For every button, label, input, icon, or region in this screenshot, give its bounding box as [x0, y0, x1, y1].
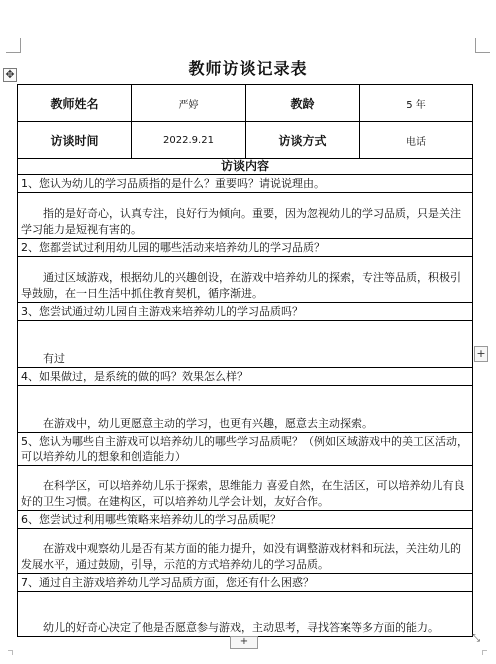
question-2[interactable]: 2、您都尝试过利用幼儿园的哪些活动来培养幼儿的学习品质？ — [18, 239, 472, 257]
teaching-years-value[interactable]: 5 年 — [406, 99, 426, 111]
answer-2-text: 通过区域游戏，根据幼儿的兴趣创设，在游戏中培养幼儿的探索，专注等品质，积极引导鼓励，在一日生活中抓住教育契机，循序渐进。 — [21, 271, 461, 300]
table-resize-handle-icon[interactable]: ⤡ — [472, 633, 480, 644]
qa-item-6 — [18, 511, 472, 574]
answer-7-text: 幼儿的好奇心决定了他是否愿意参与游戏，主动思考，寻找答案等多方面的能力。 — [43, 621, 439, 634]
question-4[interactable]: 4、如果做过，是系统的做的吗？效果怎么样？ — [18, 368, 472, 386]
teaching-years-label: 教龄 — [246, 85, 360, 121]
document-title: 教师访谈记录表 — [188, 59, 308, 78]
page-corner-mark-bottom-left — [8, 650, 13, 655]
qa-item-2 — [18, 239, 472, 303]
answer-2[interactable] — [18, 257, 472, 302]
qa-item-5 — [18, 433, 472, 511]
add-column-plus-icon[interactable]: + — [474, 346, 488, 362]
question-5[interactable]: 5、您认为哪些自主游戏可以培养幼儿的哪些学习品质呢？（例如区域游戏中的美工区活动，可以培养幼儿的想象和创造能力） — [18, 433, 472, 466]
qa-item-4 — [18, 368, 472, 433]
page-corner-mark-top-left — [6, 38, 21, 53]
page-corner-mark-bottom-right — [482, 650, 487, 655]
answer-5-text: 在科学区，可以培养幼儿乐于探索，思维能力 喜爱自然，在生活区，可以培养幼儿有良好的卫生习惯。在建构区，可以培养幼儿学会计划，友好合作。 — [21, 479, 465, 508]
answer-1-text: 指的是好奇心，认真专注，良好行为倾向。重要，因为忽视幼儿的学习品质，只是关注学习能力是短视有害的。 — [21, 207, 461, 236]
info-row-1 — [18, 85, 472, 122]
answer-7[interactable] — [18, 592, 472, 636]
page-corner-mark-top-right — [475, 38, 490, 53]
interview-time-value[interactable]: 2022.9.21 — [132, 122, 246, 158]
answer-6-text: 在游戏中观察幼儿是否有某方面的能力提升，如没有调整游戏材料和玩法，关注幼儿的发展水平，通过鼓励，引导，示范的方式培养幼儿的学习品质。 — [21, 542, 461, 571]
add-row-plus-icon[interactable]: + — [230, 636, 258, 649]
question-3[interactable]: 3、您尝试通过幼儿园自主游戏来培养幼儿的学习品质吗？ — [18, 303, 472, 321]
teacher-name-label: 教师姓名 — [18, 85, 132, 121]
answer-5[interactable] — [18, 466, 472, 510]
answer-4[interactable] — [18, 386, 472, 432]
table-move-handle-icon[interactable]: ✥ — [3, 68, 17, 82]
teacher-name-value[interactable]: 严婷 — [132, 85, 246, 121]
answer-6[interactable] — [18, 529, 472, 573]
answer-3[interactable] — [18, 321, 472, 367]
answer-4-text: 在游戏中，幼儿更愿意主动的学习，也更有兴趣，愿意去主动探索。 — [43, 417, 373, 430]
section-title: 访谈内容 — [18, 159, 472, 175]
question-7[interactable]: 7、通过自主游戏培养幼儿学习品质方面，您还有什么困惑？ — [18, 574, 472, 592]
interview-method-value[interactable]: 电话 — [406, 136, 426, 148]
question-1[interactable]: 1、您认为幼儿的学习品质指的是什么？重要吗？请说说理由。 — [18, 175, 472, 193]
qa-item-7 — [18, 574, 472, 636]
qa-item-3 — [18, 303, 472, 368]
question-6[interactable]: 6、您尝试过利用哪些策略来培养幼儿的学习品质呢？ — [18, 511, 472, 529]
answer-1[interactable] — [18, 193, 472, 238]
info-row-2 — [18, 122, 472, 159]
qa-item-1 — [18, 175, 472, 239]
interview-method-label: 访谈方式 — [246, 122, 360, 158]
answer-3-text: 有过 — [43, 352, 65, 365]
interview-table — [17, 84, 473, 637]
interview-time-label: 访谈时间 — [18, 122, 132, 158]
